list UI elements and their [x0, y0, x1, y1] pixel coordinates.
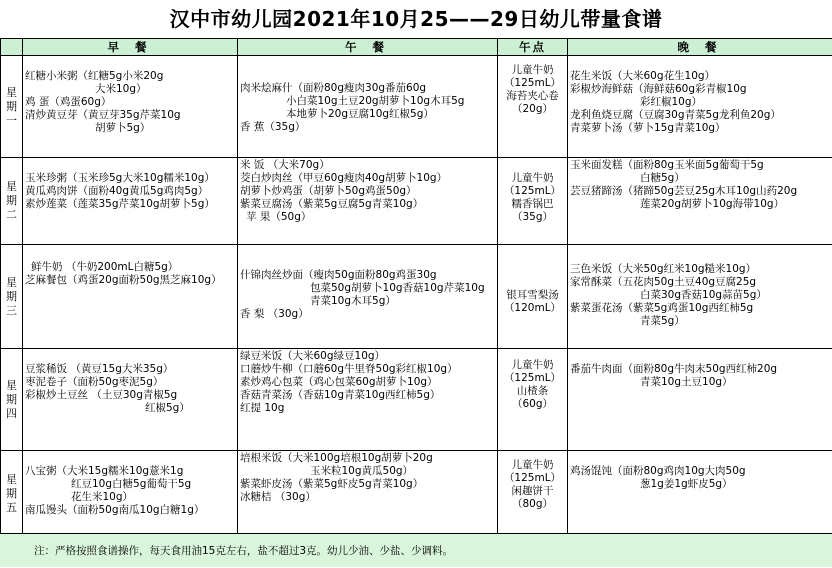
- header-lunch: 午 餐: [238, 39, 498, 56]
- day-label: 星 期 一: [1, 56, 23, 158]
- breakfast-cell: 豆浆稀饭 （黄豆15g大米35g） 枣泥卷子（面粉50g枣泥5g） 彩椒炒土豆丝 （土豆30g青椒5g 红椒5g）: [23, 349, 238, 451]
- dinner-cell: 花生米饭（大米60g花生10g） 彩椒炒海鲜菇（海鲜菇60g彩青椒10g 彩红椒10g） 龙利鱼烧豆腐（豆腐30g青菜5g龙利鱼20g） 青菜萝卜汤（萝卜15g青菜10g）: [568, 56, 832, 158]
- day-row-tue: [1, 158, 832, 245]
- breakfast-cell: 鲜牛奶 （牛奶200mL白糖5g） 芝麻餐包（鸡蛋20g面粉50g黑芝麻10g）: [23, 245, 238, 349]
- day-label: 星 期 三: [1, 245, 23, 349]
- menu-table: [0, 38, 832, 537]
- day-label: 星 期 二: [1, 158, 23, 245]
- lunch-cell: 培根米饭（大米100g培根10g胡萝卜20g 玉米粒10g黄瓜50g） 紫菜虾皮汤（紫菜5g虾皮5g青菜10g） 冰糖桔 （30g）: [238, 451, 498, 537]
- day-label: 星 期 四: [1, 349, 23, 451]
- snack-cell: 儿童牛奶 （125mL） 糯香锅巴 （35g）: [498, 158, 568, 245]
- header-snack: 午点: [498, 39, 568, 56]
- lunch-cell: 肉米烩麻什（面粉80g瘦肉30g番茄60g 小白菜10g土豆20g胡萝卜10g木耳5g 本地萝卜20g豆腐10g红椒5g） 香 蕉（35g）: [238, 56, 498, 158]
- snack-cell: 儿童牛奶 （125mL） 山楂条 （60g）: [498, 349, 568, 451]
- dinner-cell: 番茄牛肉面（面粉80g牛肉末50g西红柿20g 青菜10g土豆10g）: [568, 349, 832, 451]
- lunch-cell: 什锦肉丝炒面（瘦肉50g面粉80g鸡蛋30g 包菜50g胡萝卜10g香菇10g芹菜10g 青菜10g木耳5g） 香 梨 （30g）: [238, 245, 498, 349]
- header-dinner: 晚 餐: [568, 39, 832, 56]
- snack-cell: 儿童牛奶 （125mL） 闲趣饼干 （80g）: [498, 451, 568, 537]
- lunch-cell: 米 饭 （大米70g） 茭白炒肉丝（甲豆60g瘦肉40g胡萝卜10g） 胡萝卜炒鸡蛋（胡萝卜50g鸡蛋50g） 紫菜豆腐汤（紫菜5g豆腐5g青菜10g） 苹 果（50g）: [238, 158, 498, 245]
- dinner-cell: 三色米饭（大米50g红米10g糙米10g） 家常酥菜（五花肉50g土豆40g豆腐25g 白菜30g香菇10g蒜苗5g） 紫菜蛋花汤（紫菜5g鸡蛋10g西红柿5g 青菜5g）: [568, 245, 832, 349]
- breakfast-cell: 红糖小米粥（红糖5g小米20g 大米10g） 鸡 蛋（鸡蛋60g） 清炒黄豆芽（黄豆芽35g芹菜10g 胡萝卜5g）: [23, 56, 238, 158]
- dinner-cell: 鸡汤馄饨（面粉80g鸡肉10g大肉50g 葱1g姜1g虾皮5g）: [568, 451, 832, 537]
- day-row-mon: [1, 56, 832, 158]
- header-row: [1, 39, 832, 56]
- breakfast-cell: 八宝粥（大米15g糯米10g薏米1g 红豆10g白糖5g葡萄干5g 花生米10g） 南瓜馒头（面粉50g南瓜10g白糖1g）: [23, 451, 238, 537]
- header-day: [1, 39, 23, 56]
- day-row-fri: [1, 451, 832, 537]
- day-row-thu: [1, 349, 832, 451]
- day-row-wed: [1, 245, 832, 349]
- day-label: 星 期 五: [1, 451, 23, 537]
- footer-note: 注：严格按照食谱操作，每天食用油15克左右，盐不超过3克。幼儿少油、少盐、少调料。: [0, 533, 832, 567]
- snack-cell: 银耳雪梨汤 （120mL）: [498, 245, 568, 349]
- snack-cell: 儿童牛奶 （125mL） 海苔夹心卷 （20g）: [498, 56, 568, 158]
- header-breakfast: 早 餐: [23, 39, 238, 56]
- page-title: 汉中市幼儿园2021年10月25——29日幼儿带量食谱: [0, 2, 832, 36]
- dinner-cell: 玉米面发糕（面粉80g玉米面5g葡萄干5g 白糖5g） 芸豆猪蹄汤（猪蹄50g芸豆25g木耳10g山药20g 莲菜20g胡萝卜10g海带10g）: [568, 158, 832, 245]
- lunch-cell: 绿豆米饭（大米60g绿豆10g） 口蘑炒牛柳（口蘑60g牛里脊50g彩红椒10g） 素炒鸡心包菜（鸡心包菜60g胡萝卜10g） 香菇青菜汤（香菇10g青菜10g西红柿5g） 红提 10g: [238, 349, 498, 451]
- breakfast-cell: 玉米珍粥（玉米珍5g大米10g糯米10g） 黄瓜鸡肉饼（面粉40g黄瓜5g鸡肉5g） 素炒莲菜（莲菜35g芹菜10g胡萝卜5g）: [23, 158, 238, 245]
